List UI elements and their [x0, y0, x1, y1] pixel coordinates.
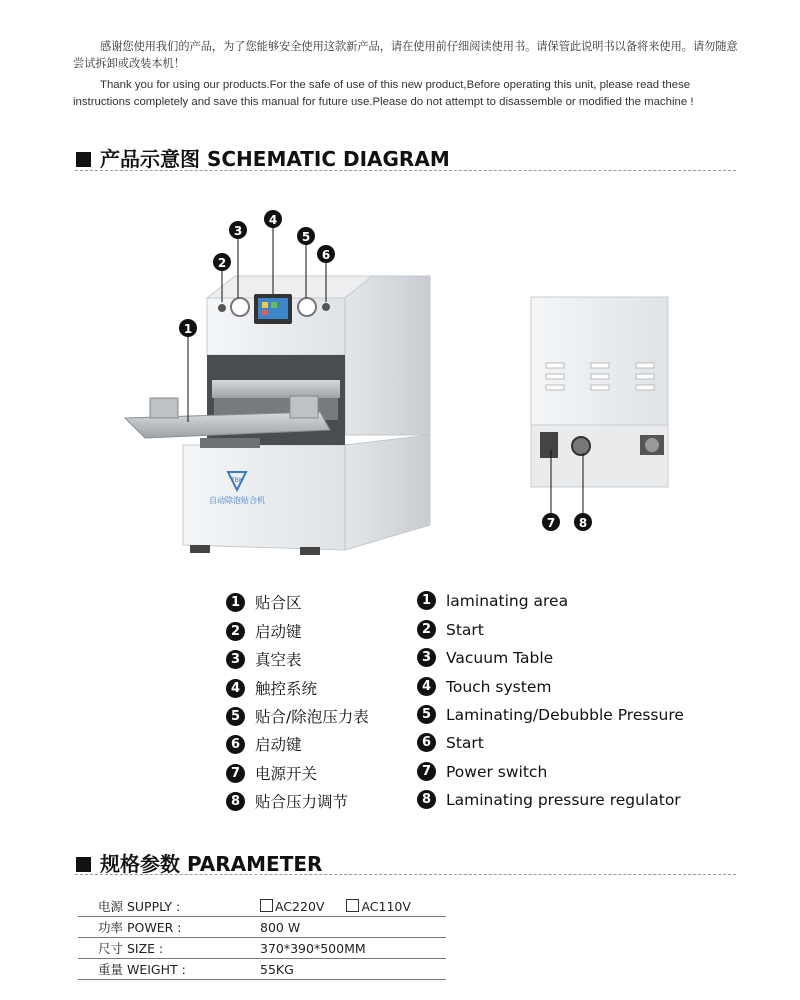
legend-cn-5: 5 贴合/除泡压力表 — [226, 705, 369, 727]
svg-text:1: 1 — [183, 322, 193, 336]
start-button-left-icon — [218, 304, 226, 312]
param-value: 370*390*500MM — [248, 938, 446, 959]
marker-8 — [574, 513, 592, 531]
legend-cn-6: 6 启动键 — [226, 733, 302, 755]
svg-text:7: 7 — [546, 516, 556, 530]
intro-english — [73, 77, 738, 111]
table-row — [78, 896, 446, 917]
parameter-table — [78, 896, 446, 980]
heading-square-icon — [76, 857, 91, 872]
marker-4 — [264, 210, 282, 228]
legend-cn-2: 2 启动键 — [226, 620, 302, 642]
legend-cn-1: 1 贴合区 — [226, 591, 302, 613]
legend-cn-8: 8 贴合压力调节 — [226, 790, 348, 812]
pressure-gauge-icon — [298, 298, 316, 316]
legend-en-8: 8 Laminating pressure regulator — [417, 790, 681, 809]
legend-en-2: 2 Start — [417, 620, 484, 639]
svg-text:5: 5 — [301, 230, 311, 244]
legend-en-3: 3 Vacuum Table — [417, 648, 553, 667]
table-row — [78, 938, 446, 959]
heading-square-icon — [76, 152, 91, 167]
param-key: 功率 POWER : — [78, 917, 248, 938]
legend-cn-3: 3 真空表 — [226, 648, 302, 670]
marker-3 — [229, 221, 247, 239]
table-row — [78, 959, 446, 980]
parameter-divider — [75, 874, 736, 875]
svg-text:6: 6 — [321, 248, 331, 262]
marker-7 — [542, 513, 560, 531]
marker-5 — [297, 227, 315, 245]
schematic-diagram — [0, 190, 800, 570]
checkbox-icon — [260, 899, 273, 912]
param-key: 电源 SUPPLY : — [78, 896, 248, 917]
legend-cn-7: 7 电源开关 — [226, 762, 317, 784]
svg-text:3: 3 — [233, 224, 243, 238]
pressure-regulator-icon — [572, 437, 590, 455]
param-value: AC220V AC110V — [248, 896, 446, 917]
machine-front-view — [125, 276, 430, 555]
table-row — [78, 917, 446, 938]
legend-en-1: 1 laminating area — [417, 591, 568, 610]
legend-cn-4: 4 触控系统 — [226, 677, 317, 699]
schematic-title: 产品示意图 SCHEMATIC DIAGRAM — [100, 147, 450, 171]
schematic-heading — [76, 143, 450, 172]
svg-text:2: 2 — [217, 256, 227, 270]
param-value: 800 W — [248, 917, 446, 938]
marker-2 — [213, 253, 231, 271]
logo-text: TBK — [231, 477, 243, 484]
parameter-title: 规格参数 PARAMETER — [100, 852, 323, 876]
machine-back-view — [531, 297, 668, 487]
intro-english-text: Thank you for using our products.For the safe of use of this new product,Before operating this unit, please read these instructions completely and save this manual for future use.Please do not attempt to disassemble or modified the machine ! — [73, 79, 694, 108]
start-button-right-icon — [322, 303, 330, 311]
marker-6 — [317, 245, 335, 263]
power-switch-icon — [540, 432, 558, 458]
param-key: 重量 WEIGHT : — [78, 959, 248, 980]
intro-chinese — [73, 38, 738, 72]
schematic-divider — [75, 170, 736, 171]
marker-1 — [179, 319, 197, 337]
checkbox-icon — [346, 899, 359, 912]
legend-en-7: 7 Power switch — [417, 762, 547, 781]
intro-chinese-text: 感谢您使用我们的产品，为了您能够安全使用这款新产品，请在使用前仔细阅读使用书。请保管此说明书以备将来使用。请勿随意尝试拆卸或改装本机！ — [73, 40, 738, 70]
legend-en-6: 6 Start — [417, 733, 484, 752]
legend-en-4: 4 Touch system — [417, 677, 551, 696]
param-value: 55KG — [248, 959, 446, 980]
legend-en-5: 5 Laminating/Debubble Pressure — [417, 705, 684, 724]
svg-text:4: 4 — [268, 213, 278, 227]
svg-text:8: 8 — [578, 516, 588, 530]
machine-label: 自动除泡贴合机 — [209, 496, 265, 505]
parameter-heading — [76, 848, 322, 877]
vacuum-gauge-icon — [231, 298, 249, 316]
param-key: 尺寸 SIZE : — [78, 938, 248, 959]
